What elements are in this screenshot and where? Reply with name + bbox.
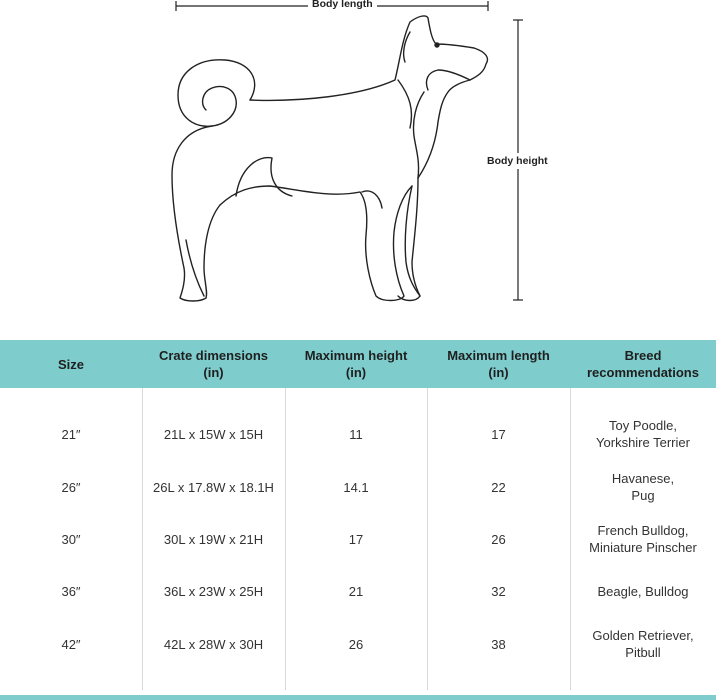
table-row: [0, 618, 716, 670]
table-bottom-bar: [0, 695, 716, 700]
table-row: [0, 408, 716, 460]
cell-crate-dimensions: 42L x 28W x 30H: [163, 636, 264, 652]
header-maximum-length: Maximum length (in): [447, 348, 550, 380]
cell-breed: Beagle, Bulldog: [597, 583, 689, 599]
cell-maximum-length: 17: [491, 426, 506, 442]
cell-crate-dimensions: 21L x 15W x 15H: [163, 426, 264, 442]
table-row: [0, 461, 716, 513]
cell-size: 21″: [61, 426, 81, 442]
cell-maximum-height: 21: [348, 583, 364, 599]
cell-maximum-length: 26: [491, 531, 506, 547]
header-size: Size: [57, 356, 84, 372]
cell-maximum-length: 38: [491, 636, 506, 652]
cell-crate-dimensions: 36L x 23W x 25H: [163, 583, 264, 599]
table-row: [0, 565, 716, 617]
cell-maximum-height: 26: [348, 636, 364, 652]
cell-size: 30″: [61, 531, 81, 547]
table-header: [0, 340, 716, 388]
cell-crate-dimensions: 30L x 19W x 21H: [163, 531, 264, 547]
cell-breed: French Bulldog, Miniature Pinscher: [589, 523, 697, 555]
header-maximum-height: Maximum height (in): [304, 348, 408, 380]
cell-maximum-length: 32: [491, 583, 506, 599]
body-length-label: Body length: [308, 0, 377, 10]
cell-crate-dimensions: 26L x 17.8W x 18.1H: [153, 479, 274, 495]
dog-size-figure: [0, 0, 716, 340]
cell-size: 36″: [61, 583, 81, 599]
cell-maximum-length: 22: [491, 479, 506, 495]
cell-maximum-height: 17: [348, 531, 364, 547]
table-row: [0, 513, 716, 565]
body-height-label: Body height: [487, 155, 548, 167]
dog-outline: [172, 16, 488, 301]
cell-maximum-height: 14.1: [343, 479, 369, 495]
header-crate-dimensions: Crate dimensions (in): [158, 348, 269, 380]
header-breed-recommendations: Breed recommendations: [587, 348, 699, 380]
cell-breed: Havanese, Pug: [611, 471, 675, 503]
cell-maximum-height: 11: [349, 426, 363, 442]
dog-outline-icon: [0, 0, 716, 340]
cell-breed: Golden Retriever, Pitbull: [592, 628, 694, 660]
cell-breed: Toy Poodle, Yorkshire Terrier: [596, 418, 690, 450]
cell-size: 26″: [61, 479, 81, 495]
cell-size: 42″: [61, 636, 81, 652]
